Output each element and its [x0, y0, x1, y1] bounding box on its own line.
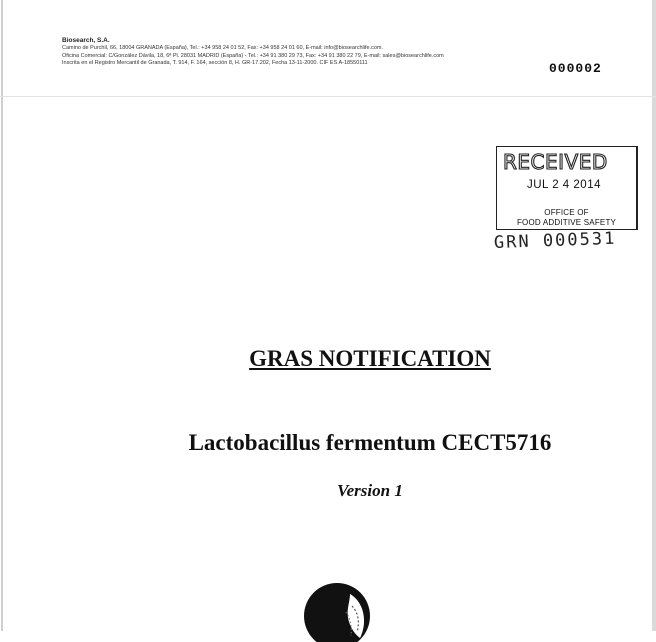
header-separator	[0, 96, 656, 97]
company-logo-icon	[302, 582, 372, 642]
letterhead-address-line: Camino de Purchil, 66, 18004 GRANADA (España), Tel.: +34 958 24 01 52, Fax: +34 958 24 01 60, E-mail: info@biosearchlife.com.	[62, 45, 383, 51]
letterhead	[62, 36, 542, 68]
document-version: Version 1	[337, 481, 403, 500]
document-subject: Lactobacillus fermentum CECT5716	[188, 430, 552, 455]
company-name: Biosearch, S.A.	[62, 37, 110, 44]
stamp-office-line-1: OFFICE OF	[544, 208, 589, 217]
document-title: GRAS NOTIFICATION	[249, 346, 491, 371]
page-left-edge	[1, 0, 3, 631]
received-stamp	[496, 146, 638, 230]
handwritten-grn-number: GRN 000531	[493, 228, 617, 253]
stamp-office	[497, 208, 636, 228]
stamp-title: RECEIVED	[503, 150, 608, 174]
page-number: 000002	[549, 61, 602, 76]
stamp-date: JUL 2 4 2014	[527, 179, 601, 191]
letterhead-office-line: Oficina Comercial: C/González Dávila, 18, 6ª Pl. 28031 MADRID (España) - Tel.: +34 91 380 29 73, Fax: +34 91 380 22 79, E-mail: sales@biosearchlife.com	[62, 52, 444, 59]
page-right-edge	[652, 0, 656, 631]
letterhead-registry-line: Inscrita en el Registro Mercantil de Granada, T. 914, F. 164, sección 8, H. GR-17.202, Fecha 13-11-2000. CIF ES A-18550111	[62, 60, 368, 66]
stamp-office-line-2: FOOD ADDITIVE SAFETY	[516, 218, 617, 227]
